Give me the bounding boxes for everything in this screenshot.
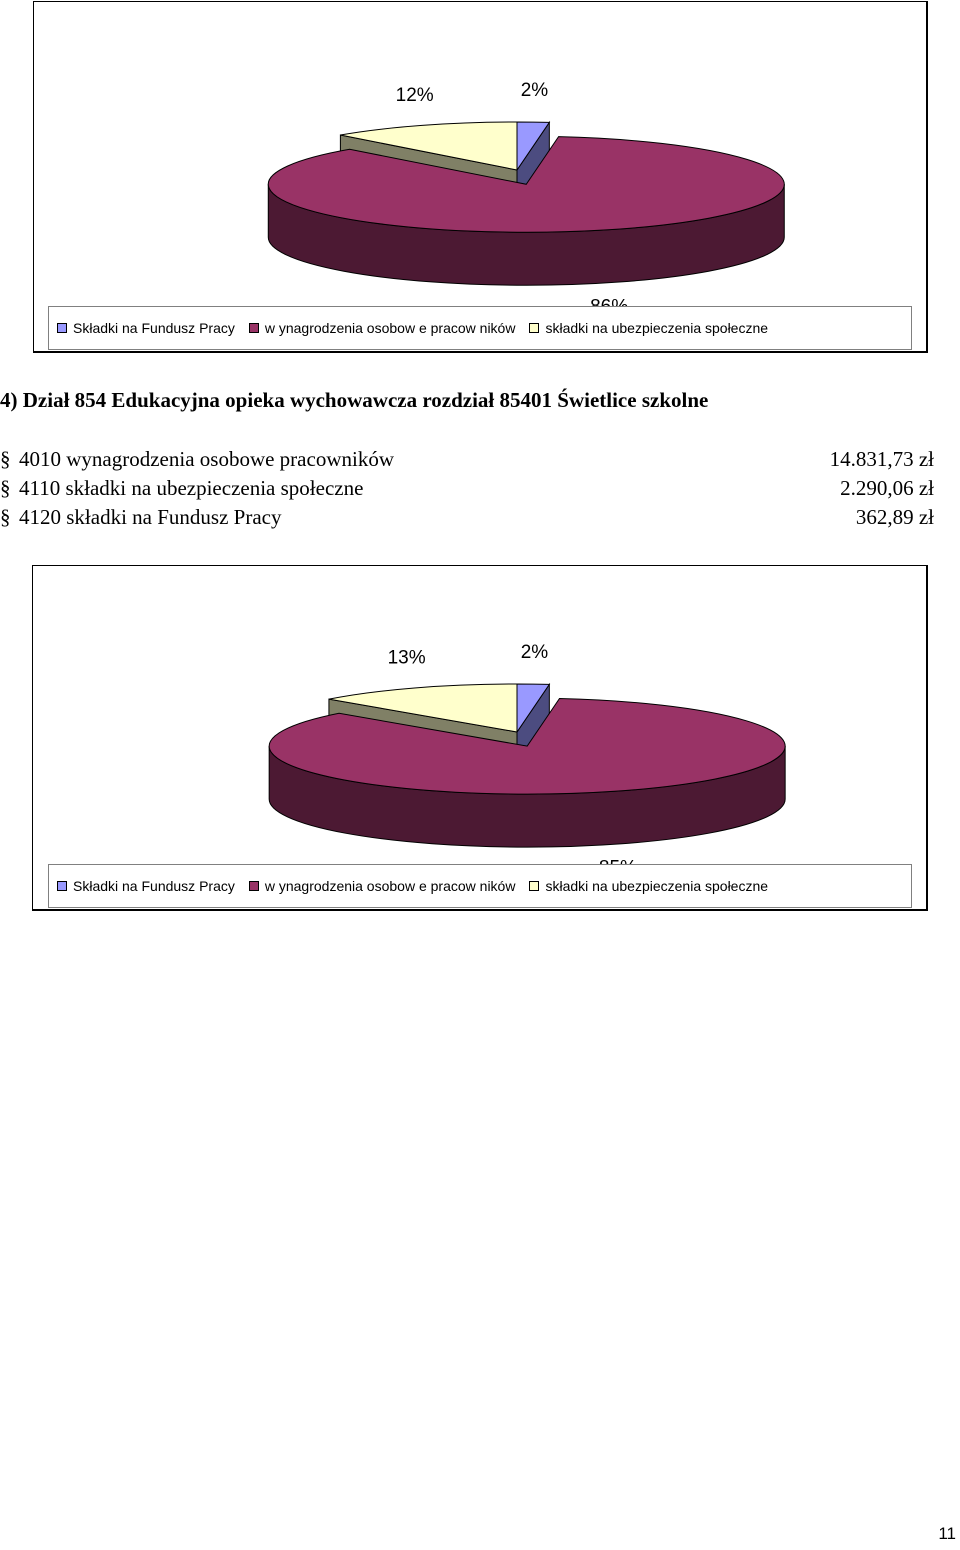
data-label-fundusz: 2% [520, 80, 549, 102]
legend-item-fundusz [57, 878, 235, 894]
legend-label-skladki: składki na ubezpieczenia społeczne [545, 320, 769, 336]
data-label-skladki: 12% [395, 84, 434, 106]
legend-swatch-skladki [529, 323, 539, 333]
line-item-amount: 2.290,06 zł [840, 476, 934, 500]
line-item-4010 [0, 447, 934, 475]
chart-2-legend [48, 864, 912, 908]
legend-swatch-skladki [529, 881, 539, 891]
legend-swatch-wynagrodzenia [249, 323, 259, 333]
legend-label-wynagrodzenia: w ynagrodzenia osobow e pracow ników [264, 878, 516, 894]
data-label-skladki: 13% [387, 647, 426, 669]
legend-label-fundusz: Składki na Fundusz Pracy [73, 878, 235, 894]
legend-item-fundusz [57, 320, 235, 336]
legend-label-fundusz: Składki na Fundusz Pracy [73, 320, 235, 336]
legend-label-wynagrodzenia: w ynagrodzenia osobow e pracow ników [264, 320, 516, 336]
data-label-fundusz: 2% [520, 642, 549, 664]
line-item-description: 4120 składki na Fundusz Pracy [19, 505, 282, 529]
line-item-amount: 14.831,73 zł [829, 447, 934, 471]
line-item-description: 4110 składki na ubezpieczenia społeczne [19, 476, 364, 500]
chart-1-legend [48, 306, 912, 350]
legend-swatch-wynagrodzenia [249, 881, 259, 891]
chart-2-frame [32, 565, 928, 911]
chart-1-svg [34, 2, 929, 354]
section-sign: § [0, 505, 11, 529]
line-item-description: 4010 wynagrodzenia osobowe pracowników [19, 447, 394, 471]
legend-swatch-fundusz [57, 881, 67, 891]
legend-item-skladki [529, 878, 768, 894]
chart-1-frame [33, 1, 928, 353]
legend-item-wynagrodzenia [249, 878, 516, 894]
line-item-4110 [0, 476, 934, 504]
legend-item-skladki [529, 320, 768, 336]
section-heading: 4) Dział 854 Edukacyjna opieka wychowawcza rozdział 85401 Świetlice szkolne [0, 388, 709, 412]
legend-item-wynagrodzenia [249, 320, 516, 336]
section-sign: § [0, 476, 11, 500]
chart-2-svg [33, 566, 929, 912]
line-item-amount: 362,89 zł [855, 505, 934, 529]
line-item-4120 [0, 505, 934, 533]
legend-swatch-fundusz [57, 323, 67, 333]
section-sign: § [0, 447, 11, 471]
legend-label-skladki: składki na ubezpieczenia społeczne [545, 878, 769, 894]
page-number: 11 [938, 1524, 956, 1543]
